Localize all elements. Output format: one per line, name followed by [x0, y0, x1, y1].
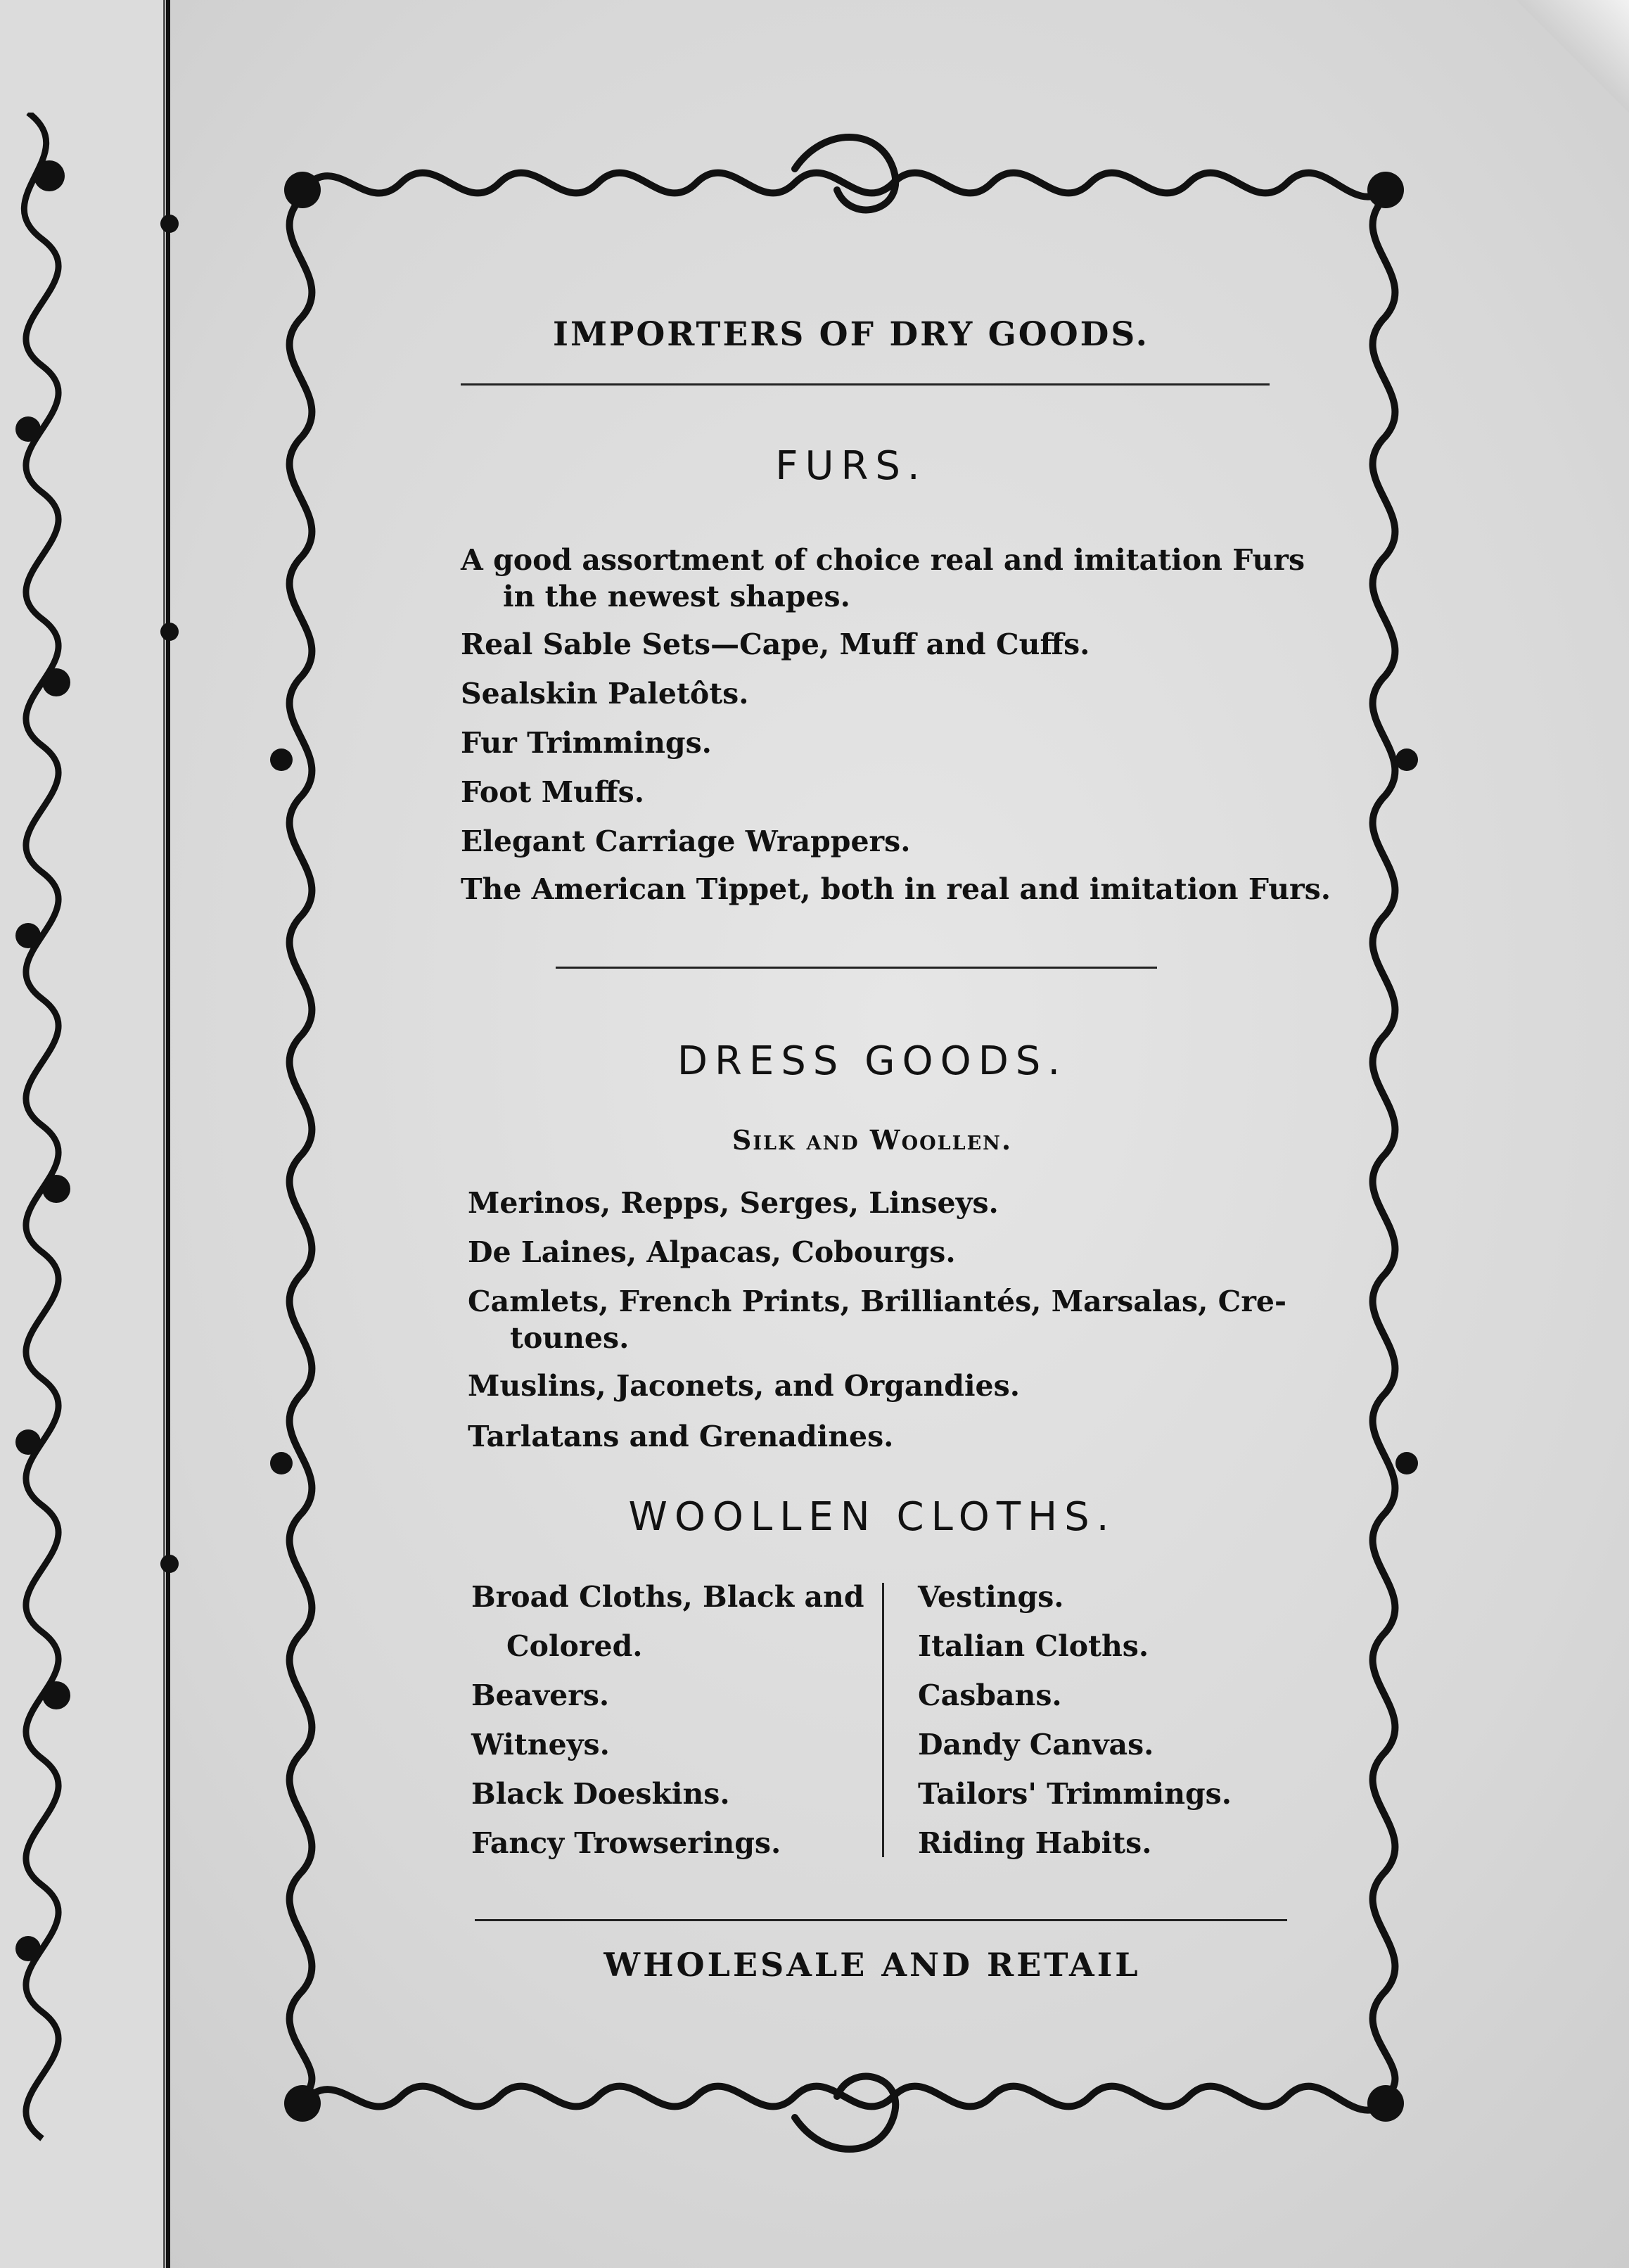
binding-hole	[160, 215, 179, 233]
list-item: The American Tippet, both in real and imitation Furs.	[461, 872, 1331, 906]
gutter-line	[166, 0, 170, 2268]
list-item: Casbans.	[918, 1678, 1062, 1712]
folded-corner	[1509, 0, 1629, 113]
list-item-continuation: tounes.	[510, 1321, 630, 1355]
list-item	[461, 542, 1305, 615]
list-item: Sealskin Paletôts.	[461, 677, 749, 711]
list-item: Vestings.	[918, 1580, 1064, 1614]
list-item: Italian Cloths.	[918, 1629, 1149, 1663]
list-item: Merinos, Repps, Serges, Linseys.	[468, 1186, 999, 1220]
list-item: Colored.	[506, 1629, 643, 1663]
section-title-woollen-cloths: WOOLLEN CLOTHS.	[628, 1494, 1116, 1540]
page-title: IMPORTERS OF DRY GOODS.	[552, 315, 1150, 354]
list-item: Black Doeskins.	[471, 1777, 730, 1811]
binding-hole	[160, 1555, 179, 1573]
list-item-line: A good assortment of choice real and imitation Furs	[461, 543, 1305, 577]
facing-page-ornament	[0, 113, 98, 2153]
list-item: Riding Habits.	[918, 1826, 1152, 1860]
divider-rule	[461, 383, 1270, 386]
list-item: Elegant Carriage Wrappers.	[461, 824, 911, 858]
list-item: Muslins, Jaconets, and Organdies.	[468, 1369, 1020, 1403]
list-item: Broad Cloths, Black and	[471, 1580, 864, 1614]
list-item: Tailors' Trimmings.	[918, 1777, 1232, 1811]
list-item-continuation: in the newest shapes.	[503, 580, 850, 613]
binding-hole	[160, 623, 179, 641]
list-item: Fancy Trowserings.	[471, 1826, 781, 1860]
footer-title: WHOLESALE AND RETAIL	[603, 1946, 1141, 1984]
section-subtitle: Silk and Woollen.	[732, 1124, 1013, 1156]
list-item	[468, 1283, 1286, 1356]
column-divider	[882, 1583, 884, 1857]
section-title-furs: FURS.	[775, 443, 927, 489]
list-item: Fur Trimmings.	[461, 726, 712, 760]
divider-rule	[556, 967, 1157, 969]
list-item: Beavers.	[471, 1678, 610, 1712]
list-item: Real Sable Sets—Cape, Muff and Cuffs.	[461, 627, 1090, 661]
divider-rule	[475, 1919, 1287, 1921]
list-item: Foot Muffs.	[461, 775, 644, 809]
list-item: De Laines, Alpacas, Cobourgs.	[468, 1235, 956, 1269]
list-item: Tarlatans and Grenadines.	[468, 1420, 894, 1453]
section-title-dress-goods: DRESS GOODS.	[677, 1038, 1068, 1084]
list-item-line: Camlets, French Prints, Brilliantés, Marsalas, Cre-	[468, 1285, 1287, 1318]
list-item: Witneys.	[471, 1728, 610, 1761]
list-item: Dandy Canvas.	[918, 1728, 1154, 1761]
